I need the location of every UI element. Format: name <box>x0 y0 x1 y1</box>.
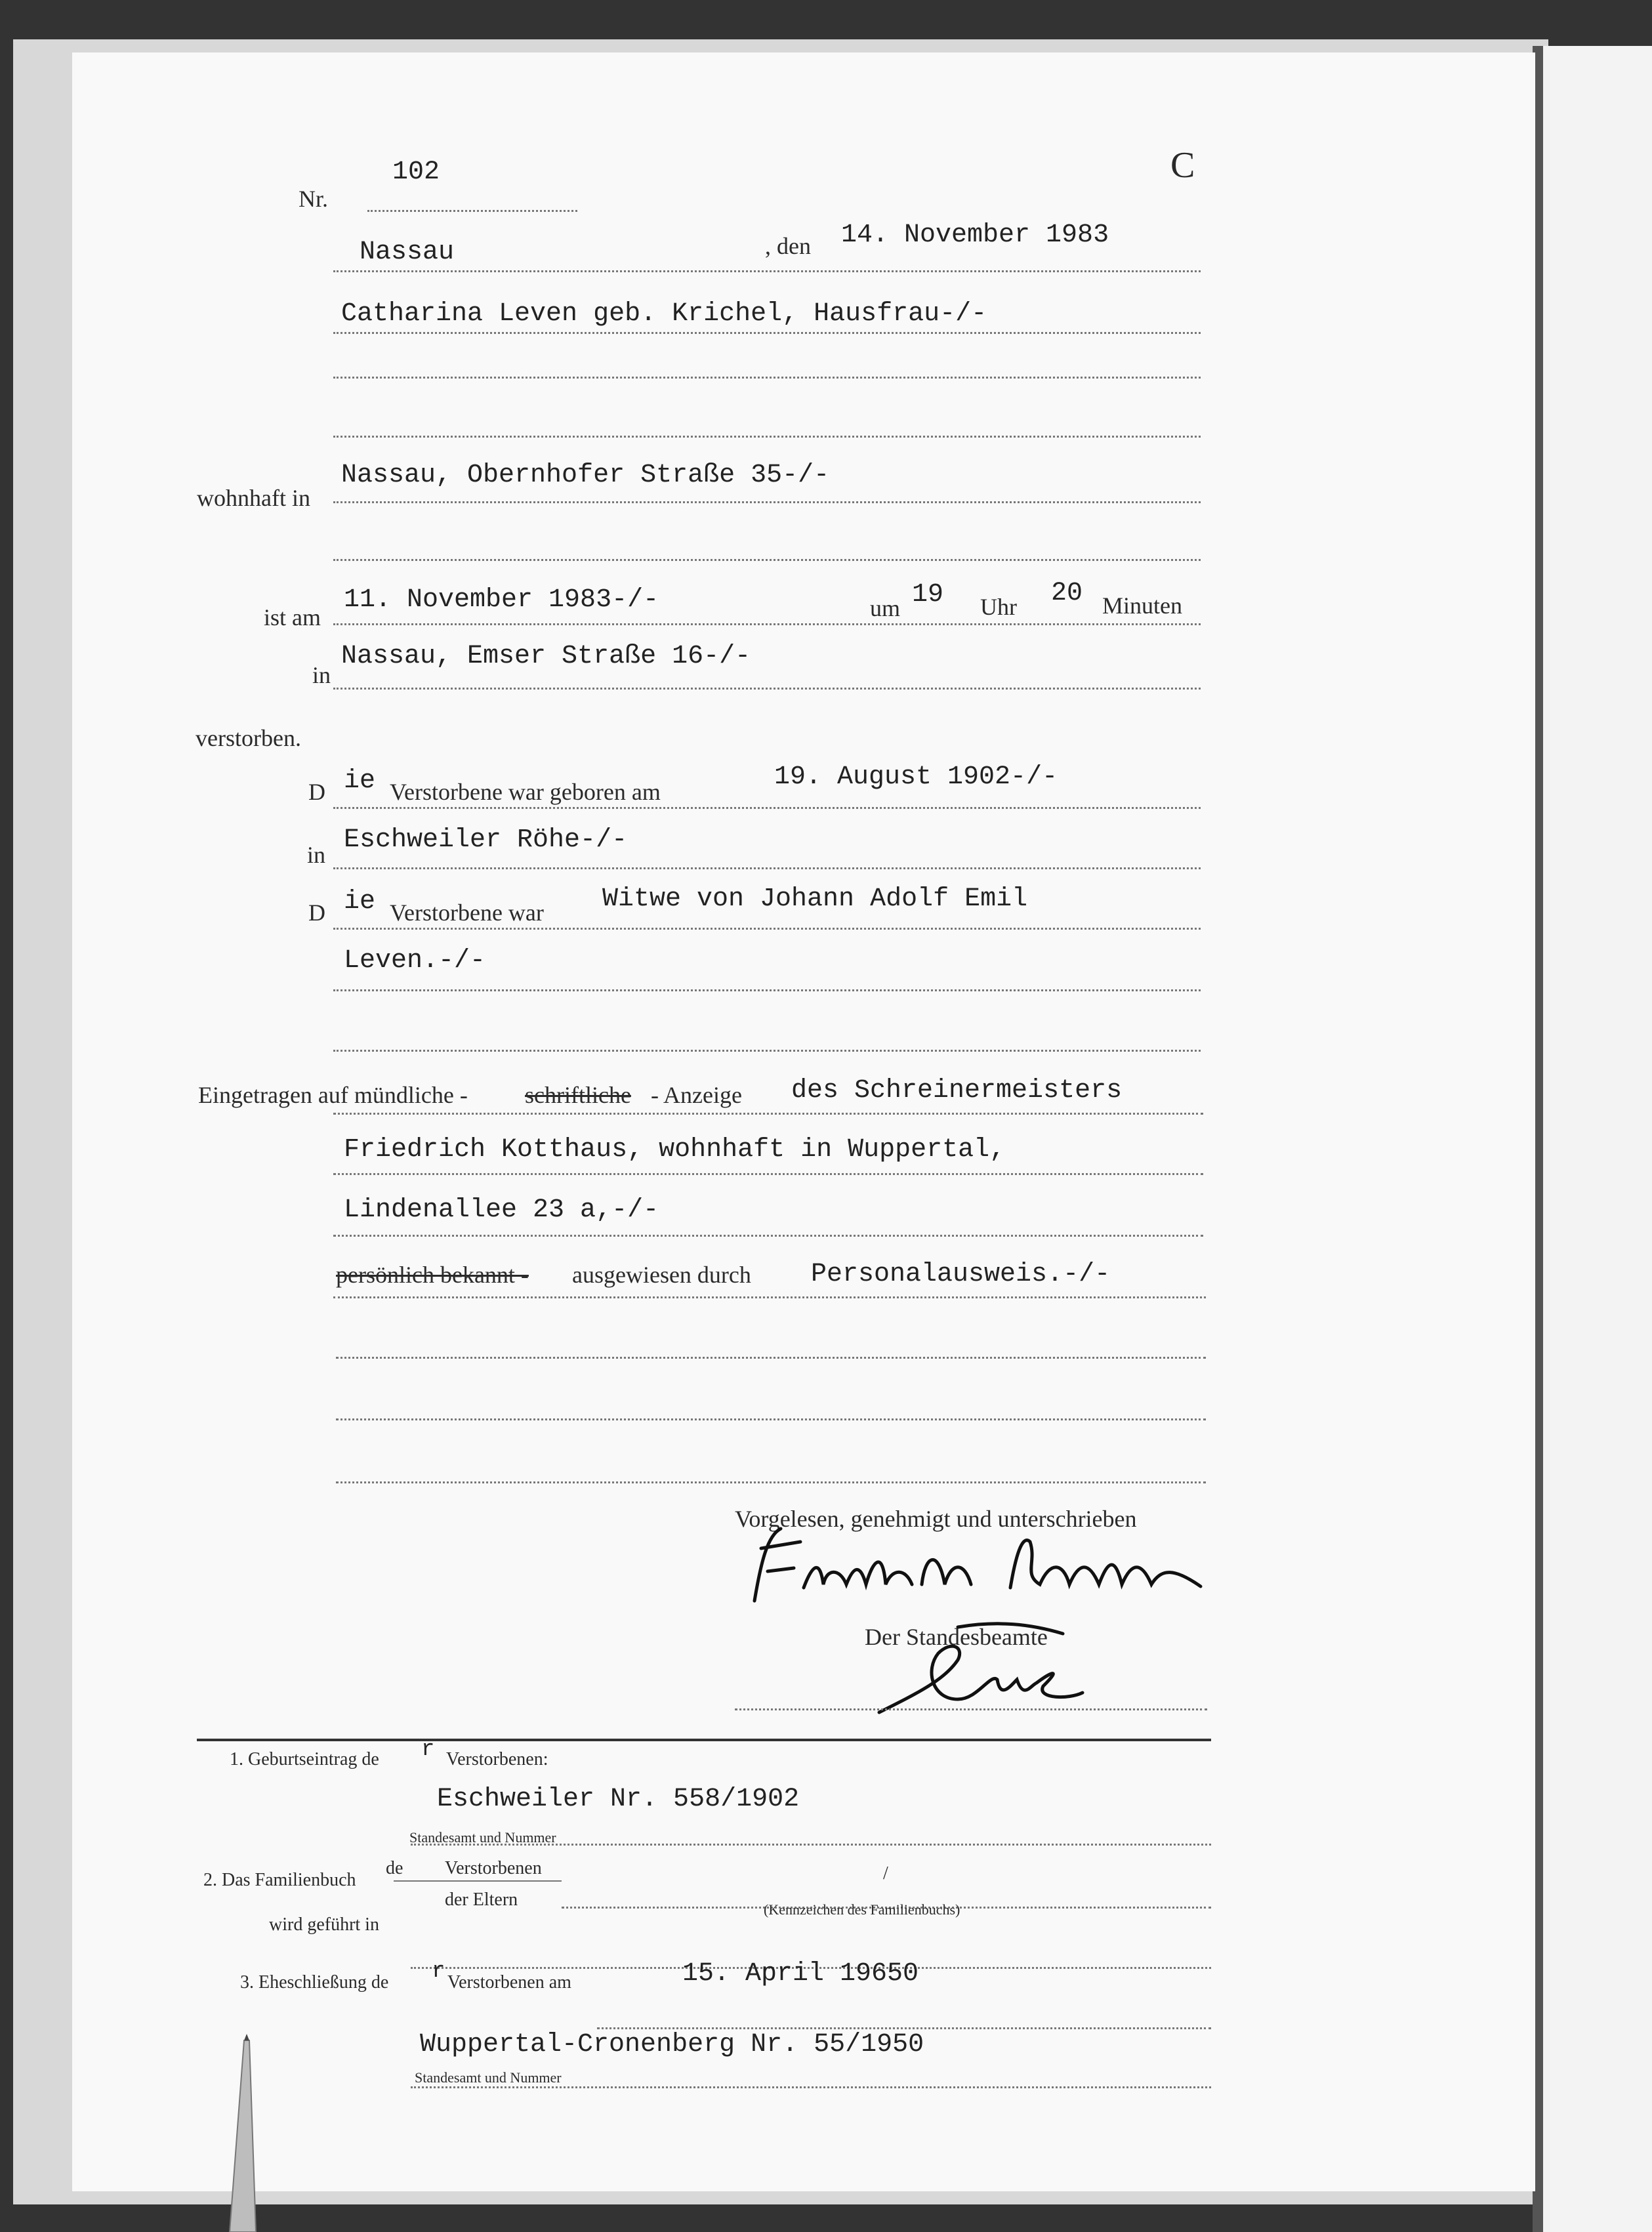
birth-date: 19. August 1902-/- <box>774 762 1058 792</box>
registrar-label: Der Standesbeamte <box>865 1624 1048 1650</box>
status-line-rule-2 <box>333 989 1201 991</box>
death-hour: 19 <box>912 580 944 610</box>
report-label-b: - Anzeige <box>651 1082 742 1108</box>
status-line-rule-3 <box>333 1050 1201 1052</box>
um-label: um <box>870 595 901 621</box>
item2-de-rule <box>394 1880 562 1882</box>
item2-de: de <box>386 1858 403 1878</box>
birth-label: Verstorbene war geboren am <box>390 779 661 805</box>
item2-verstorbenen: Verstorbenen <box>445 1858 542 1878</box>
item2-kennzeichen: (Kennzeichen des Familienbuchs) <box>764 1901 960 1918</box>
item2-label: 2. Das Familienbuch <box>203 1870 356 1890</box>
item1-suffix: r <box>421 1737 435 1762</box>
birth-place: Eschweiler Röhe-/- <box>344 825 628 855</box>
date-value: 14. November 1983 <box>841 220 1109 250</box>
residence-line-2 <box>333 559 1201 561</box>
read-approved-label: Vorgelesen, genehmigt und unterschrieben <box>735 1506 1137 1532</box>
death-date-line <box>333 623 1201 625</box>
register-letter: C <box>1170 145 1195 186</box>
item3-line <box>411 2086 1211 2088</box>
person-line-2 <box>333 377 1201 379</box>
item1-value: Eschweiler Nr. 558/1902 <box>437 1785 800 1814</box>
birth-place-line <box>333 867 1201 869</box>
verstorben-label: verstorben. <box>196 725 301 751</box>
item3-value: Wuppertal-Cronenberg Nr. 55/1950 <box>420 2030 924 2059</box>
report-rule-7 <box>336 1481 1206 1483</box>
item3-label-b: Verstorbenen am <box>447 1972 571 1993</box>
status-line1: Witwe von Johann Adolf Emil <box>602 884 1028 914</box>
report-rule-4 <box>333 1296 1206 1298</box>
facing-page <box>1543 46 1652 2232</box>
death-minutes: 20 <box>1051 579 1083 608</box>
minuten-label: Minuten <box>1102 592 1182 619</box>
id-value: Personalausweis.-/- <box>811 1260 1111 1289</box>
status-suffix: ie <box>344 887 376 917</box>
person-line-1 <box>333 332 1201 334</box>
registrar-signature <box>866 1607 1089 1726</box>
birth-in-label: in <box>307 842 326 868</box>
report-label-struck: schriftliche <box>525 1082 631 1108</box>
footer-separator <box>197 1739 1211 1741</box>
report-rule-2 <box>333 1173 1203 1175</box>
declarant-signature <box>741 1522 1214 1621</box>
item1-label-b: Verstorbenen: <box>446 1749 548 1769</box>
nr-line <box>367 210 577 212</box>
report-line1: des Schreinermeisters <box>791 1076 1123 1106</box>
residence-label: wohnhaft in <box>197 485 310 511</box>
death-place: Nassau, Emser Straße 16-/- <box>341 642 751 671</box>
nr-value: 102 <box>392 157 440 187</box>
pen-icon <box>210 2034 262 2232</box>
item3-sub: Standesamt und Nummer <box>415 2069 562 2086</box>
status-label: Verstorbene war <box>390 899 544 926</box>
item3-label: 3. Eheschließung de <box>240 1972 389 1993</box>
nr-label: Nr. <box>299 186 328 212</box>
death-in-label: in <box>312 662 331 688</box>
birth-date-line <box>333 807 1201 809</box>
residence-line <box>333 501 1201 503</box>
item3-date: 15. April 19650 <box>682 1959 919 1989</box>
report-rule-3 <box>333 1235 1203 1237</box>
item3-suffix: r <box>432 1959 445 1984</box>
item2-eltern: der Eltern <box>445 1890 518 1910</box>
place-value: Nassau <box>360 238 455 267</box>
status-line-rule-1 <box>333 928 1201 930</box>
item1-label: 1. Geburtseintrag de <box>230 1749 379 1769</box>
report-rule-6 <box>336 1418 1206 1420</box>
item2-slash: / <box>883 1863 888 1884</box>
report-line2: Friedrich Kotthaus, wohnhaft in Wuppertal, <box>344 1135 1006 1165</box>
report-label-a: Eingetragen auf mündliche - <box>198 1082 468 1108</box>
id-struck: persönlich bekannt - <box>336 1262 529 1288</box>
place-date-line <box>333 270 1201 272</box>
status-d-label: D <box>308 899 325 926</box>
report-line3: Lindenallee 23 a,-/- <box>344 1195 659 1225</box>
item1-sub: Standesamt und Nummer <box>409 1829 556 1846</box>
registrar-line <box>735 1708 1207 1710</box>
ist-am-label: ist am <box>264 604 321 630</box>
den-label: , den <box>765 233 811 259</box>
id-label: ausgewiesen durch <box>572 1262 751 1288</box>
status-line2: Leven.-/- <box>344 946 486 976</box>
person-line-3 <box>333 436 1201 438</box>
death-place-line <box>333 688 1201 690</box>
item3-date-line <box>597 2027 1211 2029</box>
birth-suffix: ie <box>344 766 376 796</box>
death-date: 11. November 1983-/- <box>344 585 659 615</box>
report-rule-1 <box>333 1113 1203 1115</box>
report-rule-5 <box>336 1357 1206 1359</box>
uhr-label: Uhr <box>980 594 1017 620</box>
residence-value: Nassau, Obernhofer Straße 35-/- <box>341 461 830 490</box>
birth-d-label: D <box>308 779 325 805</box>
person-name: Catharina Leven geb. Krichel, Hausfrau-/- <box>341 299 987 329</box>
item2-label-b: wird geführt in <box>269 1914 379 1935</box>
